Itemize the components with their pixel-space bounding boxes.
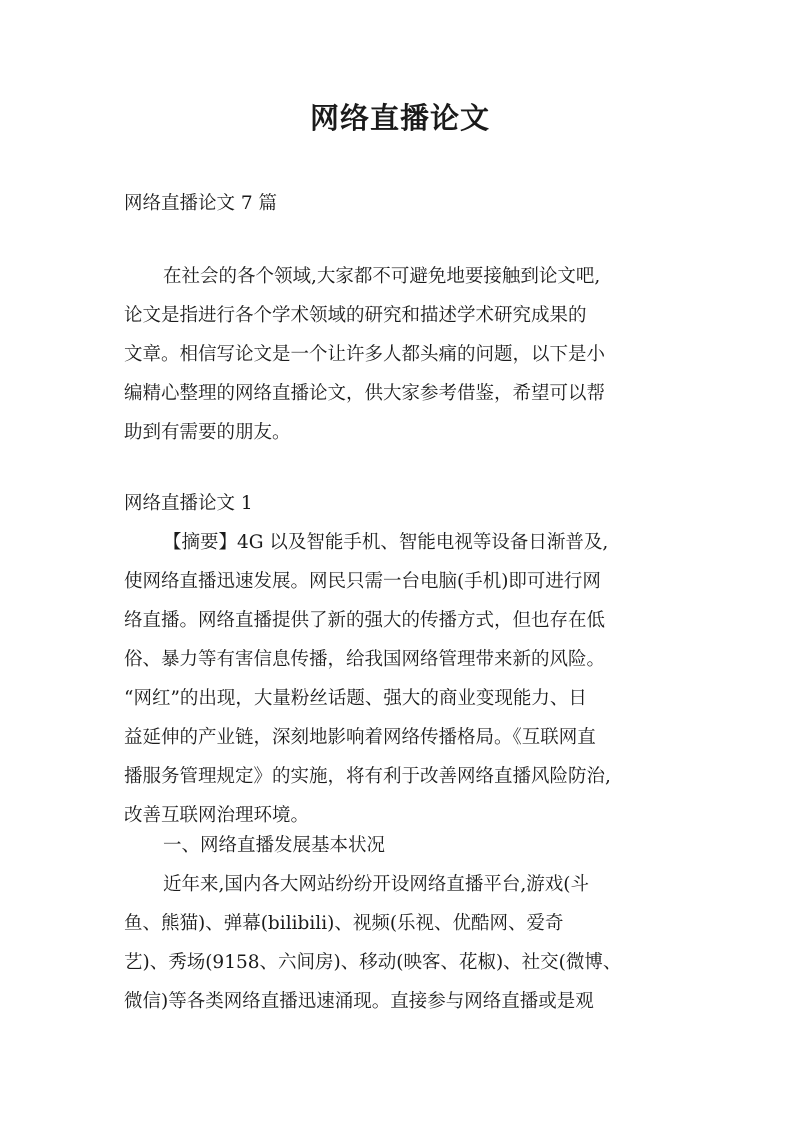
intro-line: 编精心整理的网络直播论文，供大家参考借鉴，希望可以帮 (124, 383, 606, 404)
body-line: 微信)等各类网络直播迅速涌现。直接参与网络直播或是观 (124, 991, 594, 1012)
body-line: 鱼、熊猫)、弹幕(bilibili)、视频(乐视、优酷网、爱奇 (124, 913, 564, 934)
abstract-line: 俗、暴力等有害信息传播，给我国网络管理带来新的风险。 (124, 649, 606, 670)
section-heading: 网络直播论文 1 (124, 493, 253, 514)
abstract-line: 【摘要】4G 以及智能手机、智能电视等设备日渐普及, (163, 532, 609, 553)
intro-line: 助到有需要的朋友。 (124, 422, 291, 443)
body-line: 近年来,国内各大网站纷纷开设网络直播平台,游戏(斗 (163, 874, 589, 895)
intro-line: 论文是指进行各个学术领域的研究和描述学术研究成果的 (124, 305, 587, 326)
document-subtitle: 网络直播论文 7 篇 (124, 193, 278, 214)
document-title: 网络直播论文 (309, 101, 490, 135)
abstract-line: 改善互联网治理环境。 (124, 805, 310, 826)
abstract-line: 播服务管理规定》的实施，将有利于改善网络直播风险防治, (124, 766, 611, 787)
abstract-line: 络直播。网络直播提供了新的强大的传播方式，但也存在低 (124, 610, 606, 631)
abstract-line: 益延伸的产业链，深刻地影响着网络传播格局。《互联网直 (124, 727, 596, 748)
subsection-heading: 一、网络直播发展基本状况 (163, 835, 386, 856)
abstract-line: 使网络直播迅速发展。网民只需一台电脑(手机)即可进行网 (124, 571, 601, 592)
intro-line: 在社会的各个领域,大家都不可避免地要接触到论文吧, (163, 266, 601, 287)
abstract-line: “网红”的出现，大量粉丝话题、强大的商业变现能力、日 (124, 688, 587, 709)
body-line: 艺)、秀场(9158、六间房)、移动(映客、花椒)、社交(微博、 (124, 952, 622, 973)
intro-line: 文章。相信写论文是一个让许多人都头痛的问题，以下是小 (124, 344, 606, 365)
